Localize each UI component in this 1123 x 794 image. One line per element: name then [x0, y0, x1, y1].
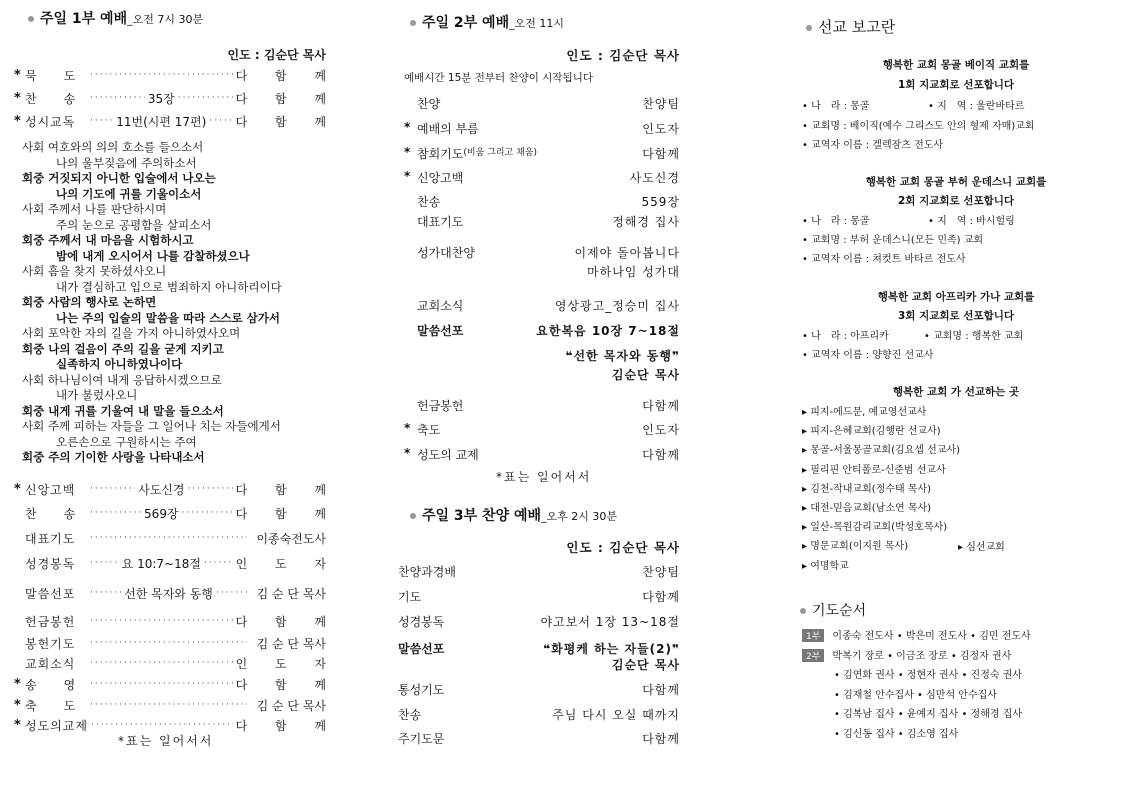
order-label: 기도 — [398, 590, 422, 604]
dotted-leader — [90, 638, 247, 648]
order-label — [404, 446, 479, 463]
order-row — [14, 504, 338, 522]
support-list-heading: 행복한 교회 가 선교하는 곳 — [892, 386, 1020, 398]
required-standing-icon: * — [14, 113, 21, 129]
order-label: 찬 송 — [25, 91, 77, 106]
order-person: 사도신경 — [629, 171, 680, 185]
order-person: 정해경 집사 — [612, 215, 680, 229]
bullet-icon — [800, 608, 806, 614]
required-standing-icon: * — [404, 446, 411, 460]
order-person: 찬양팀 — [642, 97, 680, 111]
order-label-text: 헌금봉헌 — [417, 399, 464, 413]
dotted-leader — [90, 93, 145, 103]
reading-line: 회중 주께서 내 마음을 시험하시고 — [22, 233, 194, 247]
order-label-text: 참회기도 — [417, 147, 464, 161]
support-list-item: ▸ 피지-은혜교회(김행란 선교사) — [802, 426, 941, 438]
dotted-leader — [90, 616, 233, 626]
third-service-title: 주일 3부 찬양 예배 — [422, 508, 542, 524]
prayer-order-heading — [800, 600, 866, 620]
dotted-leader — [90, 558, 119, 568]
order-row — [14, 66, 338, 84]
prayer-name-line: • 김복남 집사 • 윤예지 집사 • 정해경 집사 — [834, 709, 1023, 720]
order-label — [404, 120, 479, 137]
second-service-footnote: *표는 일어서서 — [496, 470, 592, 484]
order-label: 성시교독 — [25, 114, 76, 129]
responsive-reading — [22, 140, 282, 466]
order-label — [404, 244, 475, 261]
third-service-leader: 인도 : 김순단 목사 — [566, 540, 680, 555]
order-label: 교회소식 — [25, 656, 76, 671]
dotted-leader — [90, 484, 135, 494]
order-label-text: 대표기도 — [417, 215, 464, 229]
order-label: 대표기도 — [25, 531, 76, 546]
required-standing-icon: * — [404, 421, 411, 435]
order-detail: 사도신경 — [138, 482, 185, 497]
mission-1-country: • 나 라 : 몽골 — [802, 101, 870, 112]
order-label — [404, 297, 463, 314]
order-person: 김 순 단 목사 — [256, 698, 326, 713]
order-person: 다 함 께 — [235, 677, 338, 692]
required-standing-icon: * — [404, 120, 411, 134]
second-service-note: 예배시간 15분 전부터 찬양이 시작됩니다 — [404, 72, 593, 84]
reading-line: 사회 주께서 나를 판단하시며 — [22, 202, 167, 216]
order-row — [14, 612, 338, 630]
order-person: 김순단 목사 — [611, 658, 680, 672]
reading-line: 회중 주의 기이한 사랑을 나타내소서 — [22, 450, 205, 464]
mission-1-minister: • 교역자 이름 : 겔렉잠츠 전도사 — [802, 140, 944, 151]
order-person: 다함께 — [642, 683, 680, 697]
order-person: 찬양팀 — [642, 565, 680, 579]
order-person: 인 도 자 — [235, 556, 338, 571]
order-person: 다함께 — [642, 448, 680, 462]
mission-1-declaration: 1회 지교회로 선포합니다 — [897, 79, 1015, 91]
required-standing-icon: * — [14, 676, 21, 692]
dotted-leader — [90, 116, 113, 126]
order-detail: 11번(시편 17편) — [116, 114, 207, 129]
order-person: 다함께 — [642, 147, 680, 161]
support-list-item: ▸ 대전-믿음교회(남소연 목사) — [802, 503, 932, 514]
support-list-item: ▸ 심선교회 — [958, 542, 1005, 553]
order-label: 봉헌기도 — [25, 636, 76, 651]
order-row — [14, 654, 338, 672]
order-label: 헌금봉헌 — [25, 614, 76, 629]
dotted-leader — [216, 588, 247, 598]
order-row — [14, 480, 338, 498]
prayer-second-service-names: 박복기 장로 • 이금조 장로 • 김정자 권사 — [832, 651, 1012, 662]
order-label: 말씀선포 — [25, 586, 76, 601]
order-detail: 선한 목자와 동행 — [124, 586, 213, 601]
order-label — [404, 397, 463, 414]
reading-line: 회중 사람의 행사로 논하면 — [22, 295, 157, 309]
order-label — [404, 145, 537, 162]
order-label-text: 축도 — [417, 423, 441, 437]
bullet-icon — [28, 16, 34, 22]
prayer-order-title: 기도순서 — [812, 603, 867, 619]
support-list-item: ▸ 몽골-서울몽골교회(김요셉 선교사) — [802, 445, 961, 457]
order-label-text: 성도의 교제 — [417, 448, 479, 462]
order-label: 신앙고백 — [25, 482, 76, 497]
prayer-name-line: • 김연화 권사 • 정현자 권사 • 진정숙 권사 — [834, 670, 1023, 681]
reading-line: 사회 흠을 찾지 못하셨사오니 — [22, 264, 167, 278]
order-detail: 569장 — [144, 506, 179, 521]
mission-3-declaration: 3회 지교회로 선포합니다 — [897, 310, 1015, 322]
order-person: 주님 다시 오실 때까지 — [552, 708, 680, 722]
dotted-leader — [91, 720, 233, 730]
dotted-leader — [187, 484, 232, 494]
order-label: 찬양과경배 — [398, 565, 456, 579]
mission-2-heading: 행복한 교회 몽골 부허 운데스니 교회를 — [865, 176, 1047, 188]
support-list-item: ▸ 일산-목원감리교회(박성호목사) — [802, 522, 948, 534]
support-list-item: ▸ 김천-작내교회(정수태 목사) — [802, 483, 932, 495]
support-list-item: ▸ 피지-에드문, 예교영선교사 — [802, 407, 927, 418]
order-person: 다 함 께 — [235, 482, 338, 497]
mission-2-church: • 교회명 : 부허 운데스니(모든 민족) 교회 — [802, 235, 984, 246]
mission-report-title: 선교 보고란 — [818, 18, 896, 36]
mission-3-minister: • 교역자 이름 : 양향진 선교사 — [802, 350, 934, 361]
bullet-icon — [410, 20, 416, 26]
order-row — [14, 554, 338, 572]
reading-line: 사회 여호와의 의의 호소를 들으소서 — [22, 140, 204, 154]
required-standing-icon: * — [14, 717, 21, 733]
reading-line: 주의 눈으로 공평함을 살피소서 — [56, 217, 212, 232]
order-label-text: 신앙고백 — [417, 171, 464, 185]
mission-2-declaration: 2회 지교회로 선포합니다 — [897, 195, 1015, 207]
mission-1-region: • 지 역 : 울란바타르 — [928, 101, 1025, 112]
second-service-title: 주일 2부 예배 — [422, 15, 510, 31]
reading-line: 회중 내게 귀를 기울여 내 말을 들으소서 — [22, 403, 224, 418]
second-service-time: _오전 11시 — [509, 17, 564, 30]
order-person: 다함께 — [642, 590, 680, 604]
required-standing-icon: * — [404, 169, 411, 183]
order-label: 성도의교제 — [25, 718, 88, 733]
mission-report-heading — [806, 16, 895, 37]
order-person: 559장 — [641, 195, 680, 209]
order-person: 김 순 단 목사 — [256, 636, 326, 651]
order-person: 영상광고_정승미 집사 — [554, 299, 680, 313]
third-service-heading — [410, 505, 617, 525]
prayer-second-service — [802, 647, 1011, 662]
order-label: 송 영 — [25, 677, 77, 692]
required-standing-icon: * — [14, 67, 21, 83]
reading-line: 사회 포악한 자의 길을 가지 아니하였사오며 — [22, 326, 241, 340]
order-label-text: 찬송 — [417, 195, 441, 209]
prayer-name-line: • 김재철 안수집사 • 심만석 안수집사 — [834, 689, 997, 701]
mission-2-minister: • 교역자 이름 : 쳐컷트 바타르 전도사 — [802, 254, 966, 265]
order-row — [14, 89, 338, 107]
order-person: 인도자 — [642, 122, 680, 136]
order-person: 마하나임 성가대 — [587, 265, 680, 279]
reading-line: 사회 주께 피하는 자들을 그 일어나 치는 자들에게서 — [22, 419, 281, 433]
order-person: 다함께 — [642, 399, 680, 413]
dotted-leader — [90, 588, 121, 598]
support-list-item: ▸ 필리핀 안티폴로-신준범 선교사 — [802, 464, 946, 476]
dotted-leader — [209, 116, 232, 126]
order-row — [14, 584, 326, 602]
dotted-leader — [178, 93, 233, 103]
order-detail: 35장 — [147, 91, 175, 106]
mission-3-country: • 나 라 : 아프리카 — [802, 331, 889, 342]
order-label — [404, 169, 463, 186]
bullet-icon — [410, 513, 416, 519]
order-person: 다함께 — [642, 732, 680, 746]
mission-2-region: • 지 역 : 바시헐링 — [928, 216, 1015, 227]
dotted-leader — [90, 679, 233, 689]
support-list-item: ▸ 여명학교 — [802, 560, 849, 572]
dotted-leader — [90, 700, 247, 710]
order-person: ❝화평케 하는 자들(2)❞ — [543, 642, 680, 656]
reading-line: 나는 주의 입술의 말씀을 따라 스스로 삼가서 — [56, 310, 280, 325]
order-person: 김 순 단 목사 — [256, 586, 326, 601]
order-row — [14, 696, 326, 714]
order-row — [14, 529, 326, 547]
order-person: 다 함 께 — [235, 614, 338, 629]
order-person: 요한복음 10장 7~18절 — [536, 324, 680, 338]
first-service-heading — [28, 8, 203, 28]
dotted-leader — [90, 533, 247, 543]
order-label — [404, 421, 440, 438]
third-service-time: _오후 2시 30분 — [541, 510, 618, 523]
order-person: 인 도 자 — [235, 656, 338, 671]
order-person: 다 함 께 — [235, 114, 338, 129]
required-standing-icon: * — [14, 697, 21, 713]
required-standing-icon — [404, 297, 417, 314]
order-label: 묵 도 — [25, 68, 77, 83]
second-service-leader: 인도 : 김순단 목사 — [566, 48, 680, 63]
required-standing-icon — [404, 193, 417, 210]
order-label-note: (비움 그리고 채움) — [463, 148, 537, 158]
required-standing-icon — [404, 213, 417, 230]
second-service-tag: 2부 — [802, 649, 824, 662]
order-label — [404, 95, 440, 112]
required-standing-icon — [404, 322, 417, 339]
first-service-tag: 1부 — [802, 629, 824, 642]
reading-line: 회중 나의 걸음이 주의 길을 굳게 지키고 — [22, 341, 224, 356]
order-person: 다 함 께 — [235, 718, 338, 733]
order-label: 찬송 — [398, 708, 422, 722]
bullet-icon — [806, 25, 812, 31]
order-label — [404, 213, 463, 230]
order-person: ❝선한 목자와 동행❞ — [565, 349, 680, 363]
reading-line: 회중 거짓되지 아니한 입술에서 나오는 — [22, 171, 216, 185]
reading-line: 사회 하나님이여 내게 응답하시겠으므로 — [22, 372, 222, 387]
dotted-leader — [90, 508, 141, 518]
order-row — [14, 675, 338, 693]
second-service-heading — [410, 12, 564, 32]
support-list-item: ▸ 명문교회(이지원 목사) — [802, 541, 909, 553]
order-detail: 요 10:7~18절 — [121, 556, 201, 571]
order-person: 이종숙전도사 — [256, 531, 326, 546]
required-standing-icon — [404, 244, 417, 261]
mission-2-country: • 나 라 : 몽골 — [802, 216, 870, 227]
reading-line: 오른손으로 구원하시는 주여 — [56, 434, 197, 449]
dotted-leader — [90, 658, 233, 668]
order-person: 다 함 께 — [235, 91, 338, 106]
required-standing-icon: * — [14, 481, 21, 497]
reading-line: 실족하지 아니하였나이다 — [56, 357, 183, 371]
order-label: 주기도문 — [398, 732, 445, 746]
order-label — [404, 322, 463, 339]
order-label — [404, 193, 440, 210]
order-person: 이제야 돌아봅니다 — [574, 246, 680, 260]
order-label: 찬 송 — [25, 506, 77, 521]
first-service-leader: 인도 : 김순단 목사 — [227, 48, 326, 62]
reading-line: 나의 울부짖음에 주의하소서 — [56, 155, 197, 170]
order-row — [14, 112, 338, 130]
reading-line: 나의 기도에 귀를 기울이소서 — [56, 186, 202, 201]
dotted-leader — [90, 70, 233, 80]
order-label-text: 찬양 — [417, 97, 441, 111]
prayer-first-service-names: 이종숙 전도사 • 박은미 전도사 • 김민 전도사 — [832, 631, 1031, 642]
order-person: 야고보서 1장 13~18절 — [540, 615, 680, 629]
dotted-leader — [204, 558, 233, 568]
reading-line: 밤에 내게 오시어서 나를 감찰하셨으나 — [56, 248, 250, 263]
order-label: 통성기도 — [398, 683, 445, 697]
prayer-name-line: • 김신동 집사 • 김소영 집사 — [834, 728, 959, 740]
prayer-first-service — [802, 627, 1031, 642]
order-label: 말씀선포 — [398, 642, 445, 656]
mission-1-church: • 교회명 : 베이직(예수 그리스도 안의 형제 자매)교회 — [802, 121, 1035, 132]
first-service-footnote: *표는 일어서서 — [118, 734, 214, 748]
reading-line: 내가 불렀사오니 — [56, 388, 138, 402]
required-standing-icon — [404, 397, 417, 414]
mission-3-heading: 행복한 교회 아프리카 가나 교회를 — [877, 291, 1035, 303]
order-row — [14, 634, 326, 652]
order-person: 다 함 께 — [235, 506, 338, 521]
reading-line: 내가 결심하고 입으로 범죄하지 아니하리이다 — [56, 279, 282, 294]
mission-3-church: • 교회명 : 행복한 교회 — [924, 331, 1024, 342]
order-label-text: 교회소식 — [417, 299, 464, 313]
order-person: 김순단 목사 — [611, 368, 680, 382]
first-service-title: 주일 1부 예배 — [40, 11, 128, 27]
order-label-text: 성가대찬양 — [417, 246, 475, 260]
required-standing-icon — [404, 95, 417, 112]
required-standing-icon: * — [404, 145, 411, 159]
first-service-time: _오전 7시 30분 — [127, 13, 204, 26]
order-label: 축 도 — [25, 698, 77, 713]
order-label: 성경봉독 — [25, 556, 76, 571]
order-label: 성경봉독 — [398, 615, 445, 629]
dotted-leader — [182, 508, 233, 518]
order-label-text: 말씀선포 — [417, 324, 464, 338]
order-person: 다 함 께 — [235, 68, 338, 83]
mission-1-heading: 행복한 교회 몽골 베이직 교회를 — [882, 59, 1030, 71]
order-person: 인도자 — [642, 423, 680, 437]
order-label-text: 예배의 부름 — [417, 122, 479, 136]
required-standing-icon: * — [14, 90, 21, 106]
